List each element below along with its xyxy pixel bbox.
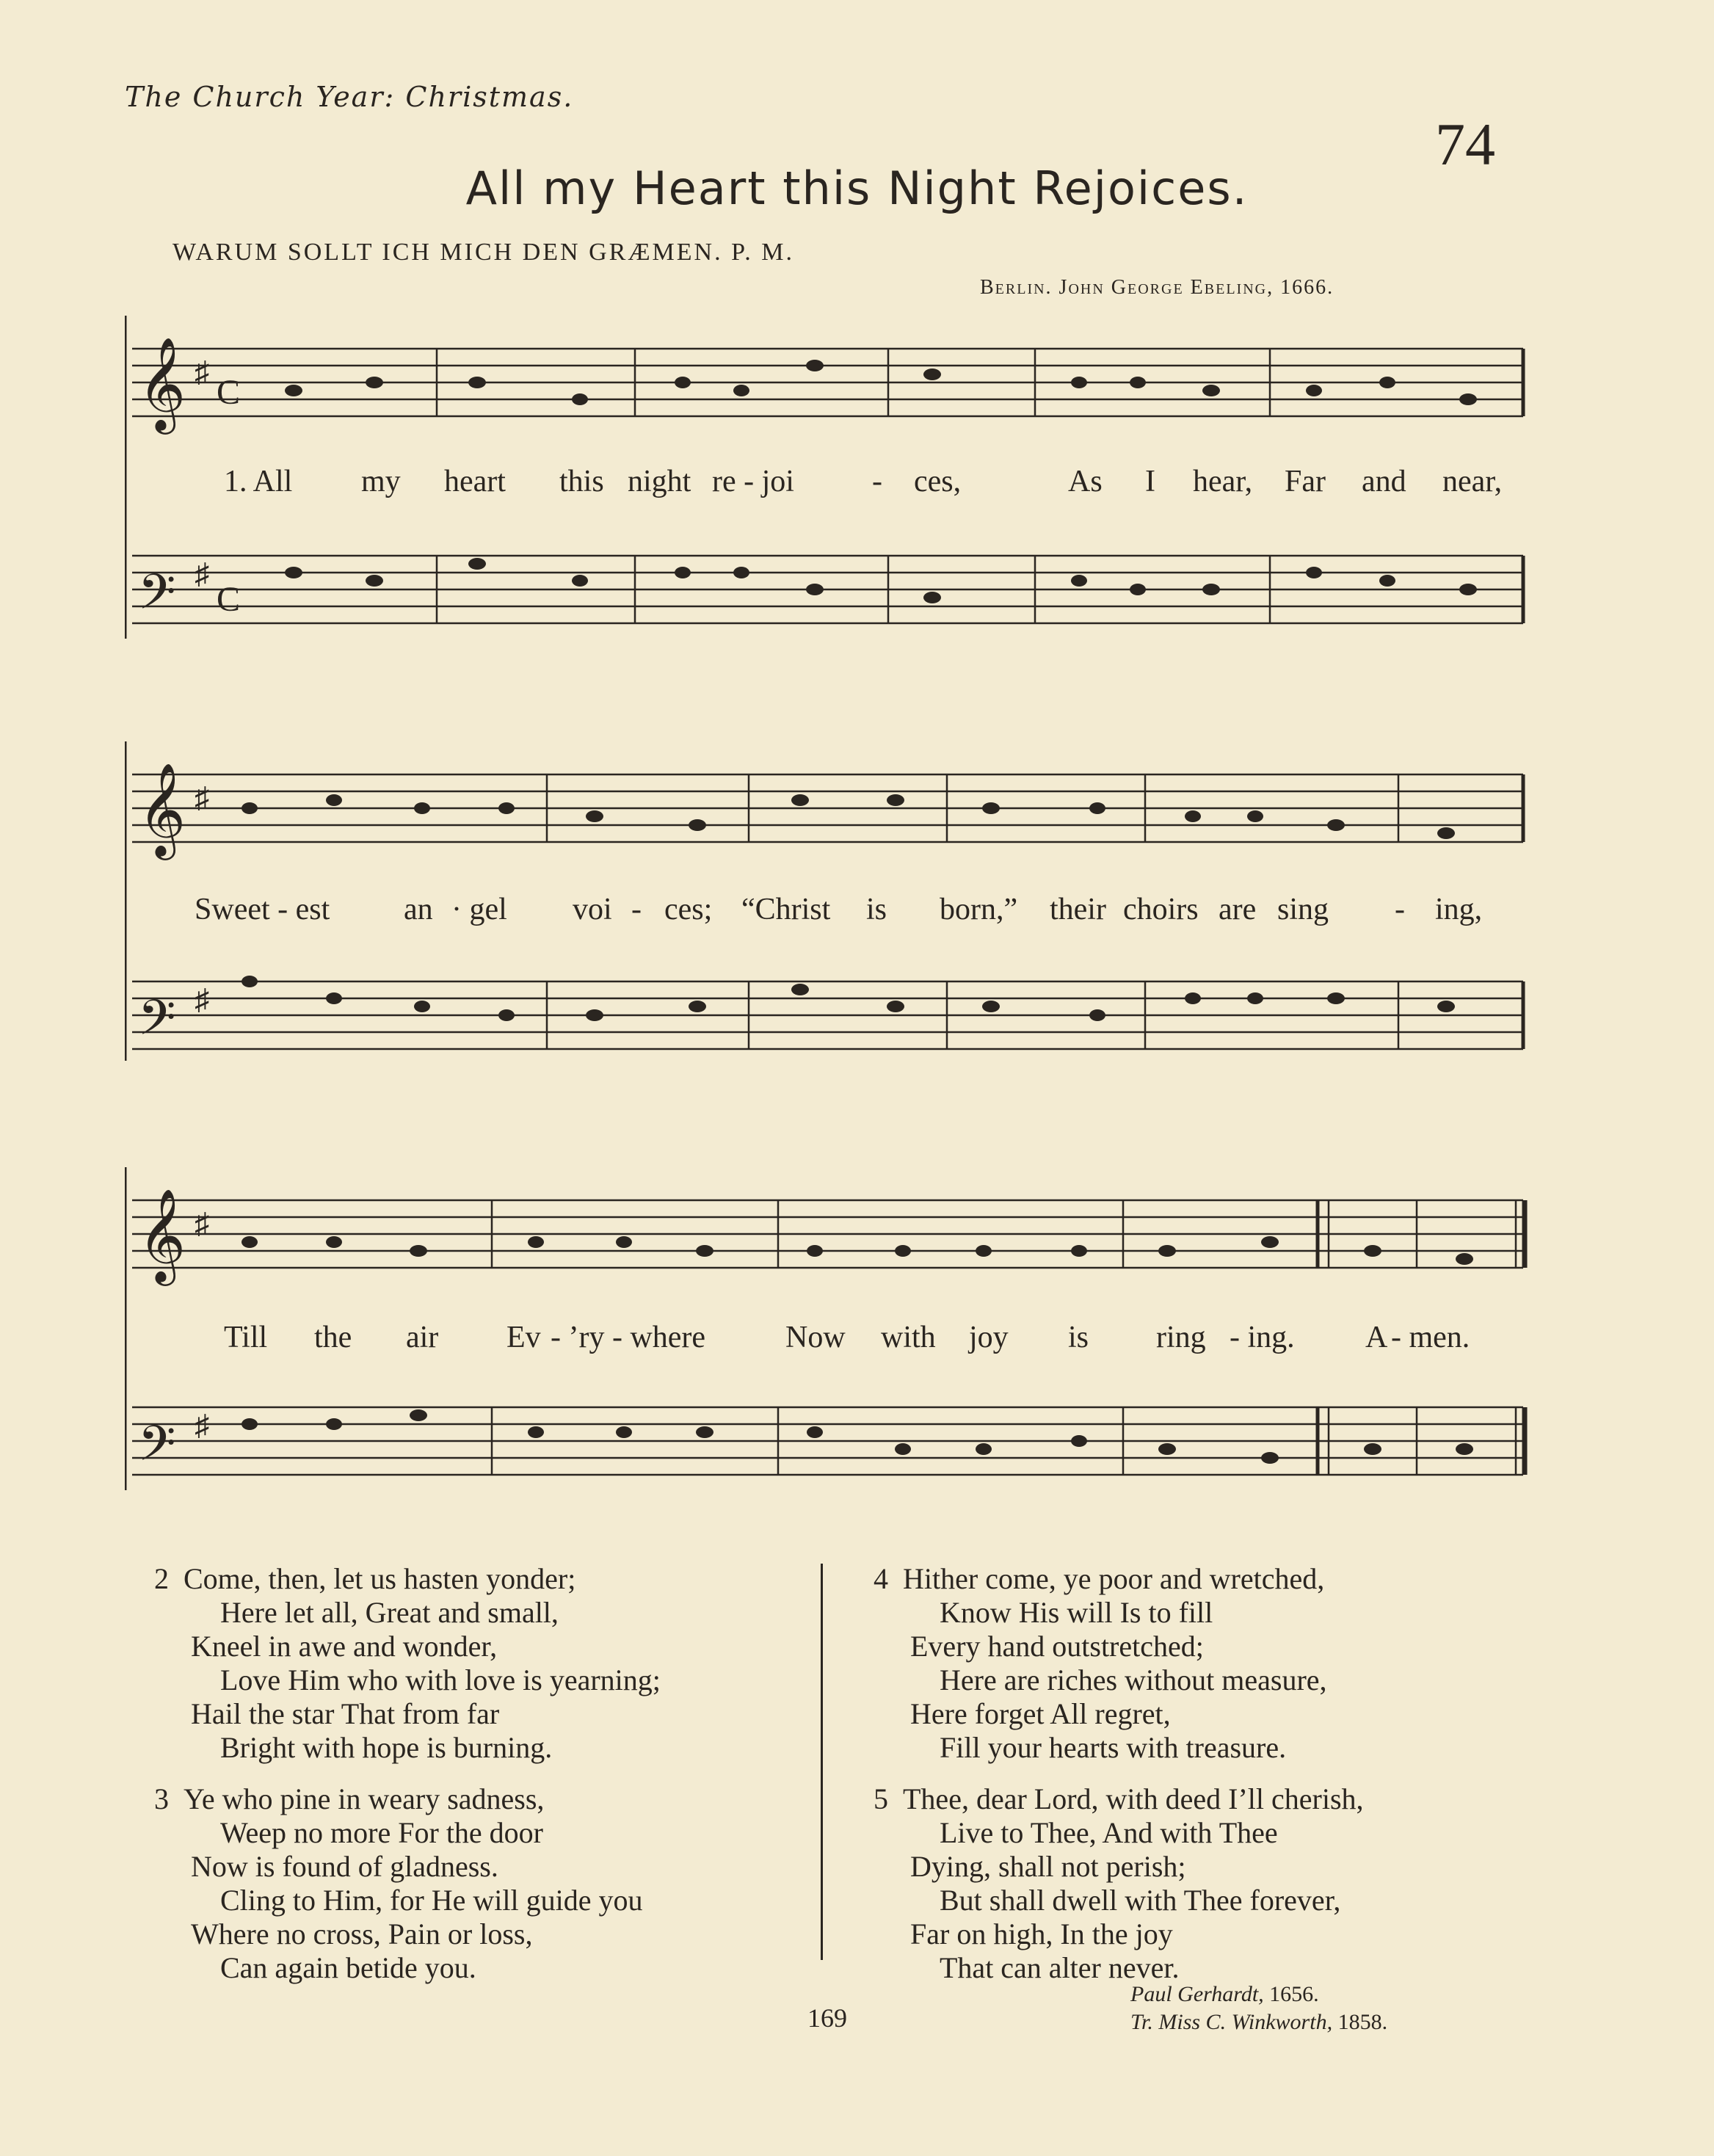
svg-text:C: C (217, 373, 241, 412)
svg-text:C: C (217, 580, 241, 619)
lyric-word: ces; (664, 893, 713, 926)
lyric-word: near, (1442, 465, 1503, 498)
lyric-word: - (1395, 893, 1405, 926)
verse-line: Cling to Him, for He will guide you (220, 1884, 643, 1917)
svg-text:♯: ♯ (195, 781, 209, 814)
lyric-word: ring (1156, 1321, 1206, 1354)
lyric-word: Now (785, 1321, 846, 1354)
lyric-word: Ev (506, 1321, 541, 1354)
lyric-word: are (1219, 893, 1257, 926)
lyric-word: - ing. (1230, 1321, 1295, 1354)
lyric-word: - men. (1391, 1321, 1470, 1354)
svg-text:♯: ♯ (195, 1207, 209, 1240)
verse-line: Now is found of gladness. (191, 1850, 498, 1883)
running-title: The Church Year: Christmas. (125, 81, 574, 113)
verse-line: Know His will Is to fill (940, 1596, 1213, 1629)
svg-text:𝄢: 𝄢 (138, 564, 176, 632)
column-divider (821, 1564, 823, 1960)
verse-line: Hail the star That from far (191, 1697, 500, 1730)
verse-line: Here forget All regret, (910, 1697, 1171, 1730)
lyric-word: this (559, 465, 604, 498)
lyric-word: joy (969, 1321, 1009, 1354)
lyric-word: re - joi (712, 465, 794, 498)
verse-line: Bright with hope is burning. (220, 1731, 553, 1764)
page-number: 169 (807, 2003, 847, 2033)
translator-year: 1858. (1337, 2010, 1388, 2034)
lyric-word: I (1145, 465, 1155, 498)
lyric-word: A (1365, 1321, 1388, 1354)
lyric-word: night (628, 465, 691, 498)
lyric-word: · gel (451, 893, 507, 926)
verse-line: Fill your hearts with treasure. (940, 1731, 1287, 1764)
verse-line: Every hand outstretched; (910, 1630, 1204, 1663)
lyric-word: and (1362, 465, 1406, 498)
music-system-1 (125, 308, 1534, 646)
lyric-word: 1. All (224, 465, 293, 498)
svg-text:♯: ♯ (195, 1409, 209, 1442)
svg-text:♯: ♯ (195, 355, 209, 388)
translator-name: Tr. Miss C. Winkworth, (1130, 2010, 1333, 2034)
lyric-word: As (1068, 465, 1103, 498)
verse-number: 3 (154, 1782, 169, 1815)
svg-text:𝄞: 𝄞 (138, 1188, 186, 1282)
lyric-word: is (1068, 1321, 1089, 1354)
lyric-word: ing, (1435, 893, 1483, 926)
author-year: 1656. (1269, 1982, 1319, 2006)
verse-number: 2 (154, 1562, 169, 1595)
lyric-word: Sweet - est (195, 893, 330, 926)
lyric-word: their (1050, 893, 1106, 926)
lyric-word: the (314, 1321, 352, 1354)
lyric-word: ces, (914, 465, 962, 498)
svg-text:♯: ♯ (195, 983, 209, 1016)
lyric-word: Far (1285, 465, 1326, 498)
svg-text:𝄞: 𝄞 (138, 336, 186, 430)
verse-number: 4 (874, 1562, 888, 1595)
svg-text:𝄢: 𝄢 (138, 1415, 176, 1484)
lyric-word: - ’ry - where (551, 1321, 706, 1354)
lyric-word: sing (1277, 893, 1329, 926)
text-credits (1130, 1981, 1387, 2036)
verse-line: Thee, dear Lord, with deed I’ll cherish, (903, 1782, 1364, 1815)
lyric-word: is (866, 893, 887, 926)
lyric-word: heart (444, 465, 506, 498)
verse-2 (154, 1562, 661, 1765)
lyric-line-2 (125, 892, 1534, 936)
verse-line: Can again betide you. (220, 1951, 476, 1984)
verse-number: 5 (874, 1782, 888, 1815)
verse-4 (874, 1562, 1327, 1765)
verse-line: Here are riches without measure, (940, 1663, 1327, 1696)
tune-name: WARUM SOLLT ICH MICH DEN GRÆMEN. P. M. (173, 239, 794, 266)
svg-text:𝄞: 𝄞 (138, 762, 186, 856)
lyric-word: with (881, 1321, 936, 1354)
verse-line: Hither come, ye poor and wretched, (903, 1562, 1325, 1595)
verse-line: But shall dwell with Thee forever, (940, 1884, 1341, 1917)
lyric-word: an (404, 893, 433, 926)
lyric-word: voi (573, 893, 612, 926)
verse-line: Weep no more For the door (220, 1816, 543, 1849)
music-system-2 (125, 734, 1534, 1079)
verse-line: Ye who pine in weary sadness, (184, 1782, 545, 1815)
verse-line: Far on high, In the joy (910, 1917, 1173, 1950)
hymn-number: 74 (1435, 111, 1495, 178)
lyric-word: choirs (1123, 893, 1199, 926)
author-name: Paul Gerhardt, (1130, 1982, 1264, 2006)
music-system-3 (125, 1160, 1534, 1527)
lyric-word: “Christ (741, 893, 831, 926)
lyric-line-3 (125, 1320, 1534, 1364)
verse-5 (874, 1782, 1364, 1985)
lyric-word: - (631, 893, 642, 926)
lyric-word: air (406, 1321, 439, 1354)
composer-attribution: Berlin. John George Ebeling, 1666. (980, 276, 1334, 299)
verse-line: Love Him who with love is yearning; (220, 1663, 661, 1696)
verse-line: Dying, shall not perish; (910, 1850, 1186, 1883)
svg-text:♯: ♯ (195, 557, 209, 590)
verse-3 (154, 1782, 643, 1985)
lyric-word: Till (224, 1321, 268, 1354)
lyric-line-1 (125, 464, 1534, 508)
verse-line: Where no cross, Pain or loss, (191, 1917, 533, 1950)
verse-line: That can alter never. (940, 1951, 1180, 1984)
verse-line: Live to Thee, And with Thee (940, 1816, 1278, 1849)
verse-line: Kneel in awe and wonder, (191, 1630, 498, 1663)
verse-line: Come, then, let us hasten yonder; (184, 1562, 576, 1595)
lyric-word: born,” (940, 893, 1018, 926)
lyric-word: - (872, 465, 882, 498)
svg-text:𝄢: 𝄢 (138, 990, 176, 1058)
lyric-word: hear, (1193, 465, 1253, 498)
verse-line: Here let all, Great and small, (220, 1596, 559, 1629)
hymn-title: All my Heart this Night Rejoices. (465, 161, 1249, 215)
lyric-word: my (361, 465, 401, 498)
